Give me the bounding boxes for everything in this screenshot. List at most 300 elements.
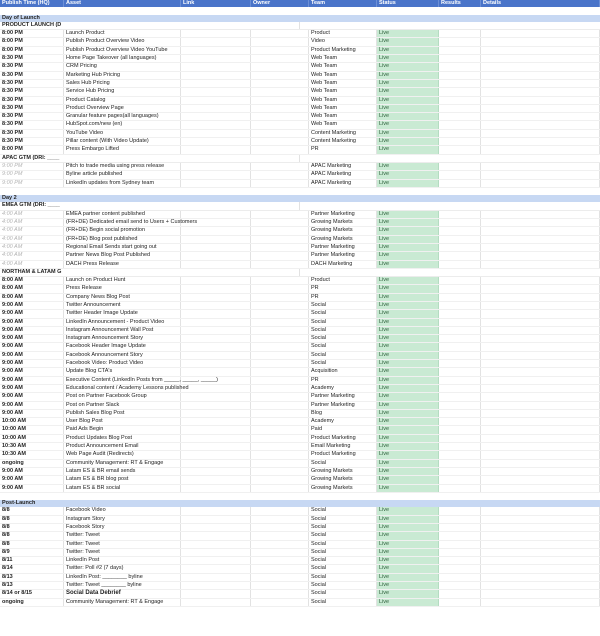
details-cell[interactable] (481, 574, 600, 581)
owner-cell[interactable] (251, 236, 309, 243)
asset-cell[interactable]: EMEA partner content published (64, 211, 181, 218)
owner-cell[interactable] (251, 327, 309, 334)
asset-cell[interactable]: Publish Sales Blog Post (64, 410, 181, 417)
results-cell[interactable] (439, 565, 481, 572)
status-cell[interactable]: Live (377, 261, 439, 268)
details-cell[interactable] (481, 524, 600, 531)
asset-cell[interactable]: LinkedIn Post: ________ byline (64, 574, 181, 581)
link-cell[interactable] (181, 524, 251, 531)
team-cell[interactable]: Social (309, 352, 377, 359)
team-cell[interactable]: Email Marketing (309, 443, 377, 450)
publish-time-cell[interactable]: 8:30 PM (0, 121, 64, 128)
publish-time-cell[interactable]: 8:30 PM (0, 138, 64, 145)
publish-time-cell[interactable]: ongoing (0, 599, 64, 606)
publish-time-cell[interactable]: 10:00 AM (0, 435, 64, 442)
link-cell[interactable] (181, 80, 251, 87)
link-cell[interactable] (181, 252, 251, 259)
results-cell[interactable] (439, 418, 481, 425)
publish-time-cell[interactable]: ongoing (0, 460, 64, 467)
asset-cell[interactable]: Home Page Takeover (all languages) (64, 55, 181, 62)
team-cell[interactable]: Web Team (309, 55, 377, 62)
asset-cell[interactable]: Facebook Announcement Story (64, 352, 181, 359)
link-cell[interactable] (181, 565, 251, 572)
results-cell[interactable] (439, 468, 481, 475)
results-cell[interactable] (439, 319, 481, 326)
day-section-label[interactable]: Day 2 (2, 195, 17, 202)
owner-cell[interactable] (251, 88, 309, 95)
results-cell[interactable] (439, 244, 481, 251)
publish-time-cell[interactable]: 8/8 (0, 532, 64, 539)
status-cell[interactable]: Live (377, 146, 439, 153)
column-header-publish-time[interactable]: Publish Time (HQ) (0, 0, 64, 7)
publish-time-cell[interactable]: 8:00 AM (0, 285, 64, 292)
link-cell[interactable] (181, 105, 251, 112)
results-cell[interactable] (439, 599, 481, 606)
team-cell[interactable]: Social (309, 574, 377, 581)
status-cell[interactable]: Live (377, 236, 439, 243)
owner-cell[interactable] (251, 252, 309, 259)
results-cell[interactable] (439, 393, 481, 400)
owner-cell[interactable] (251, 476, 309, 483)
status-cell[interactable]: Live (377, 582, 439, 589)
publish-time-cell[interactable]: 8:30 PM (0, 80, 64, 87)
details-cell[interactable] (481, 97, 600, 104)
details-cell[interactable] (481, 590, 600, 597)
publish-time-cell[interactable]: 9:00 AM (0, 310, 64, 317)
status-cell[interactable]: Live (377, 485, 439, 492)
status-cell[interactable]: Live (377, 368, 439, 375)
asset-cell[interactable]: Executive Content (LinkedIn Posts from _____, _____, _____) (66, 376, 218, 383)
link-cell[interactable] (181, 368, 251, 375)
team-cell[interactable]: Growing Markets (309, 468, 377, 475)
team-cell[interactable]: Social (309, 524, 377, 531)
publish-time-cell[interactable]: 9:00 AM (0, 410, 64, 417)
status-cell[interactable]: Live (377, 219, 439, 226)
link-cell[interactable] (181, 236, 251, 243)
team-cell[interactable]: APAC Marketing (309, 163, 377, 170)
publish-time-cell[interactable]: 9:00 AM (0, 360, 64, 367)
asset-cell[interactable]: LinkedIn Post (64, 557, 181, 564)
details-cell[interactable] (481, 211, 600, 218)
team-cell[interactable]: Product (309, 30, 377, 37)
team-cell[interactable]: Social (309, 460, 377, 467)
status-cell[interactable]: Live (377, 121, 439, 128)
group-header-label[interactable]: EMEA GTM (DRI: ____ (0, 202, 300, 209)
column-header-details[interactable]: Details (481, 0, 600, 7)
asset-cell[interactable]: Marketing Hub Pricing (64, 72, 181, 79)
status-cell[interactable]: Live (377, 402, 439, 409)
details-cell[interactable] (481, 368, 600, 375)
details-cell[interactable] (481, 219, 600, 226)
publish-time-cell[interactable]: 9:00 AM (0, 385, 64, 392)
details-cell[interactable] (481, 532, 600, 539)
link-cell[interactable] (181, 47, 251, 54)
publish-time-cell[interactable]: 9:00 AM (0, 343, 64, 350)
owner-cell[interactable] (251, 443, 309, 450)
link-cell[interactable] (181, 72, 251, 79)
owner-cell[interactable] (251, 30, 309, 37)
status-cell[interactable]: Live (377, 72, 439, 79)
owner-cell[interactable] (251, 393, 309, 400)
team-cell[interactable]: Social (309, 302, 377, 309)
team-cell[interactable]: Partner Marketing (309, 252, 377, 259)
link-cell[interactable] (181, 451, 251, 458)
asset-cell[interactable]: Publish Product Overview Video YouTube (64, 47, 181, 54)
status-cell[interactable]: Live (377, 476, 439, 483)
owner-cell[interactable] (251, 574, 309, 581)
team-cell[interactable]: Web Team (309, 63, 377, 70)
team-cell[interactable]: Social (309, 565, 377, 572)
status-cell[interactable]: Live (377, 524, 439, 531)
owner-cell[interactable] (251, 435, 309, 442)
status-cell[interactable]: Live (377, 302, 439, 309)
link-cell[interactable] (181, 146, 251, 153)
results-cell[interactable] (439, 261, 481, 268)
details-cell[interactable] (481, 130, 600, 137)
publish-time-cell[interactable]: 4:00 AM (0, 252, 64, 259)
status-cell[interactable]: Live (377, 63, 439, 70)
status-cell[interactable]: Live (377, 393, 439, 400)
publish-time-cell[interactable]: 8:30 PM (0, 105, 64, 112)
owner-cell[interactable] (251, 541, 309, 548)
publish-time-cell[interactable]: 8:30 PM (0, 113, 64, 120)
link-cell[interactable] (181, 319, 251, 326)
publish-time-cell[interactable]: 9:00 PM (0, 171, 64, 178)
team-cell[interactable]: Social (309, 599, 377, 606)
team-cell[interactable]: Social (309, 590, 377, 597)
team-cell[interactable]: Partner Marketing (309, 402, 377, 409)
results-cell[interactable] (439, 310, 481, 317)
team-cell[interactable]: Content Marketing (309, 130, 377, 137)
link-cell[interactable] (181, 38, 251, 45)
owner-cell[interactable] (251, 368, 309, 375)
details-cell[interactable] (481, 393, 600, 400)
link-cell[interactable] (181, 63, 251, 70)
status-cell[interactable]: Live (377, 105, 439, 112)
owner-cell[interactable] (251, 302, 309, 309)
team-cell[interactable]: Web Team (309, 80, 377, 87)
details-cell[interactable] (481, 163, 600, 170)
team-cell[interactable]: Social (309, 319, 377, 326)
status-cell[interactable]: Live (377, 227, 439, 234)
asset-cell[interactable]: Granular feature pages(all languages) (64, 113, 181, 120)
owner-cell[interactable] (251, 565, 309, 572)
publish-time-cell[interactable]: 8:30 PM (0, 130, 64, 137)
details-cell[interactable] (481, 180, 600, 187)
team-cell[interactable]: Social (309, 310, 377, 317)
publish-time-cell[interactable]: 9:00 AM (0, 368, 64, 375)
status-cell[interactable]: Live (377, 599, 439, 606)
details-cell[interactable] (481, 451, 600, 458)
team-cell[interactable]: Partner Marketing (309, 393, 377, 400)
owner-cell[interactable] (251, 549, 309, 556)
link-cell[interactable] (181, 227, 251, 234)
asset-cell[interactable]: Twitter: Poll #2 (7 days) (64, 565, 181, 572)
asset-cell[interactable]: Press Release (64, 285, 181, 292)
column-header-link[interactable]: Link (181, 0, 251, 7)
owner-cell[interactable] (251, 418, 309, 425)
results-cell[interactable] (439, 360, 481, 367)
publish-time-cell[interactable]: 10:00 AM (0, 426, 64, 433)
results-cell[interactable] (439, 277, 481, 284)
owner-cell[interactable] (251, 63, 309, 70)
asset-cell[interactable]: Twitter Announcement (64, 302, 181, 309)
results-cell[interactable] (439, 402, 481, 409)
team-cell[interactable]: DACH Marketing (309, 261, 377, 268)
status-cell[interactable]: Live (377, 55, 439, 62)
results-cell[interactable] (439, 507, 481, 514)
results-cell[interactable] (439, 146, 481, 153)
group-header-label[interactable]: APAC GTM (DRI: ____ (0, 155, 300, 162)
details-cell[interactable] (481, 507, 600, 514)
results-cell[interactable] (439, 385, 481, 392)
team-cell[interactable]: Web Team (309, 72, 377, 79)
column-header-team[interactable]: Team (309, 0, 377, 7)
link-cell[interactable] (181, 360, 251, 367)
team-cell[interactable]: Web Team (309, 105, 377, 112)
asset-cell[interactable]: Regional Email Sends start going out (64, 244, 181, 251)
link-cell[interactable] (181, 294, 251, 301)
owner-cell[interactable] (251, 360, 309, 367)
results-cell[interactable] (439, 55, 481, 62)
details-cell[interactable] (481, 360, 600, 367)
asset-cell[interactable]: Social Data Debrief (64, 590, 181, 597)
owner-cell[interactable] (251, 113, 309, 120)
team-cell[interactable]: Social (309, 343, 377, 350)
status-cell[interactable]: Live (377, 418, 439, 425)
owner-cell[interactable] (251, 524, 309, 531)
publish-time-cell[interactable]: 4:00 AM (0, 261, 64, 268)
asset-cell[interactable]: Twitter: Tweet (64, 549, 181, 556)
link-cell[interactable] (181, 302, 251, 309)
status-cell[interactable]: Live (377, 360, 439, 367)
details-cell[interactable] (481, 468, 600, 475)
owner-cell[interactable] (251, 557, 309, 564)
link-cell[interactable] (181, 180, 251, 187)
results-cell[interactable] (439, 227, 481, 234)
owner-cell[interactable] (251, 211, 309, 218)
asset-cell[interactable]: Press Embargo Lifted (64, 146, 181, 153)
publish-time-cell[interactable]: 9:00 AM (0, 327, 64, 334)
publish-time-cell[interactable]: 8/8 (0, 516, 64, 523)
asset-cell[interactable]: Pitch to trade media using press release (64, 163, 181, 170)
team-cell[interactable]: PR (309, 146, 377, 153)
link-cell[interactable] (181, 426, 251, 433)
link-cell[interactable] (181, 327, 251, 334)
publish-time-cell[interactable]: 9:00 PM (0, 163, 64, 170)
details-cell[interactable] (481, 460, 600, 467)
results-cell[interactable] (439, 460, 481, 467)
owner-cell[interactable] (251, 47, 309, 54)
asset-cell[interactable]: Launch on Product Hunt (64, 277, 181, 284)
publish-time-cell[interactable]: 8:00 AM (0, 277, 64, 284)
owner-cell[interactable] (251, 285, 309, 292)
results-cell[interactable] (439, 590, 481, 597)
status-cell[interactable]: Live (377, 435, 439, 442)
owner-cell[interactable] (251, 335, 309, 342)
status-cell[interactable]: Live (377, 88, 439, 95)
results-cell[interactable] (439, 63, 481, 70)
link-cell[interactable] (181, 485, 251, 492)
owner-cell[interactable] (251, 219, 309, 226)
asset-cell[interactable]: Facebook Header Image Update (64, 343, 181, 350)
results-cell[interactable] (439, 451, 481, 458)
owner-cell[interactable] (251, 55, 309, 62)
status-cell[interactable]: Live (377, 211, 439, 218)
publish-time-cell[interactable]: 8:00 AM (0, 294, 64, 301)
status-cell[interactable]: Live (377, 516, 439, 523)
link-cell[interactable] (181, 402, 251, 409)
team-cell[interactable]: Growing Markets (309, 236, 377, 243)
asset-cell[interactable]: HubSpot.com/new (en) (64, 121, 181, 128)
asset-cell[interactable]: Company News Blog Post (64, 294, 181, 301)
publish-time-cell[interactable]: 4:00 AM (0, 236, 64, 243)
publish-time-cell[interactable]: 8:30 PM (0, 63, 64, 70)
team-cell[interactable]: Acquisition (309, 368, 377, 375)
asset-cell[interactable]: Educational content / Academy Lessons published (66, 384, 189, 391)
status-cell[interactable]: Live (377, 352, 439, 359)
results-cell[interactable] (439, 219, 481, 226)
details-cell[interactable] (481, 80, 600, 87)
link-cell[interactable] (181, 163, 251, 170)
asset-cell[interactable]: Product Updates Blog Post (64, 435, 181, 442)
link-cell[interactable] (181, 599, 251, 606)
results-cell[interactable] (439, 252, 481, 259)
asset-cell[interactable]: Publish Product Overview Video (64, 38, 181, 45)
details-cell[interactable] (481, 244, 600, 251)
details-cell[interactable] (481, 335, 600, 342)
status-cell[interactable]: Live (377, 468, 439, 475)
status-cell[interactable]: Live (377, 163, 439, 170)
team-cell[interactable]: Web Team (309, 121, 377, 128)
asset-cell[interactable]: Latam ES & BR social (64, 485, 181, 492)
publish-time-cell[interactable]: 8:00 PM (0, 47, 64, 54)
owner-cell[interactable] (251, 97, 309, 104)
details-cell[interactable] (481, 38, 600, 45)
details-cell[interactable] (481, 47, 600, 54)
results-cell[interactable] (439, 443, 481, 450)
asset-cell[interactable]: Service Hub Pricing (64, 88, 181, 95)
results-cell[interactable] (439, 138, 481, 145)
details-cell[interactable] (481, 485, 600, 492)
results-cell[interactable] (439, 211, 481, 218)
asset-cell[interactable]: Update Blog CTA's (64, 368, 181, 375)
team-cell[interactable]: Social (309, 335, 377, 342)
team-cell[interactable]: Product Marketing (309, 451, 377, 458)
column-header-status[interactable]: Status (377, 0, 439, 7)
publish-time-cell[interactable]: 8/14 or 8/15 (0, 590, 64, 597)
owner-cell[interactable] (251, 385, 309, 392)
owner-cell[interactable] (251, 468, 309, 475)
details-cell[interactable] (481, 443, 600, 450)
results-cell[interactable] (439, 47, 481, 54)
details-cell[interactable] (481, 435, 600, 442)
status-cell[interactable]: Live (377, 426, 439, 433)
link-cell[interactable] (181, 352, 251, 359)
owner-cell[interactable] (251, 310, 309, 317)
team-cell[interactable]: PR (309, 294, 377, 301)
details-cell[interactable] (481, 385, 600, 392)
owner-cell[interactable] (251, 72, 309, 79)
team-cell[interactable]: Growing Markets (309, 485, 377, 492)
status-cell[interactable]: Live (377, 113, 439, 120)
link-cell[interactable] (181, 97, 251, 104)
publish-time-cell[interactable]: 8/14 (0, 565, 64, 572)
team-cell[interactable]: Content Marketing (309, 138, 377, 145)
owner-cell[interactable] (251, 180, 309, 187)
owner-cell[interactable] (251, 485, 309, 492)
team-cell[interactable]: Social (309, 360, 377, 367)
publish-time-cell[interactable]: 8/9 (0, 549, 64, 556)
asset-cell[interactable]: Pillar content (With Video Update) (64, 138, 181, 145)
status-cell[interactable]: Live (377, 335, 439, 342)
owner-cell[interactable] (251, 451, 309, 458)
details-cell[interactable] (481, 327, 600, 334)
owner-cell[interactable] (251, 599, 309, 606)
team-cell[interactable]: Partner Marketing (309, 211, 377, 218)
link-cell[interactable] (181, 468, 251, 475)
status-cell[interactable]: Live (377, 410, 439, 417)
team-cell[interactable]: Social (309, 532, 377, 539)
link-cell[interactable] (181, 55, 251, 62)
details-cell[interactable] (481, 113, 600, 120)
team-cell[interactable]: Product Marketing (309, 47, 377, 54)
results-cell[interactable] (439, 121, 481, 128)
details-cell[interactable] (481, 410, 600, 417)
status-cell[interactable]: Live (377, 252, 439, 259)
team-cell[interactable]: Partner Marketing (309, 244, 377, 251)
owner-cell[interactable] (251, 38, 309, 45)
details-cell[interactable] (481, 549, 600, 556)
day-section-label[interactable]: Day of Launch (2, 14, 40, 21)
status-cell[interactable]: Live (377, 244, 439, 251)
link-cell[interactable] (181, 516, 251, 523)
link-cell[interactable] (181, 410, 251, 417)
owner-cell[interactable] (251, 507, 309, 514)
publish-time-cell[interactable]: 4:00 AM (0, 211, 64, 218)
asset-cell[interactable]: Community Management: RT & Engage (64, 599, 181, 606)
owner-cell[interactable] (251, 163, 309, 170)
results-cell[interactable] (439, 97, 481, 104)
team-cell[interactable]: Social (309, 516, 377, 523)
publish-time-cell[interactable]: 9:00 AM (0, 335, 64, 342)
asset-cell[interactable]: Facebook Video: Product Video (64, 360, 181, 367)
team-cell[interactable]: Product (309, 277, 377, 284)
status-cell[interactable]: Live (377, 565, 439, 572)
link-cell[interactable] (181, 476, 251, 483)
owner-cell[interactable] (251, 319, 309, 326)
asset-cell[interactable]: (FR+DE) Blog post published (64, 236, 181, 243)
link-cell[interactable] (181, 30, 251, 37)
details-cell[interactable] (481, 476, 600, 483)
owner-cell[interactable] (251, 121, 309, 128)
details-cell[interactable] (481, 146, 600, 153)
results-cell[interactable] (439, 171, 481, 178)
details-cell[interactable] (481, 426, 600, 433)
owner-cell[interactable] (251, 227, 309, 234)
link-cell[interactable] (181, 88, 251, 95)
results-cell[interactable] (439, 38, 481, 45)
details-cell[interactable] (481, 599, 600, 606)
publish-time-cell[interactable]: 10:30 AM (0, 451, 64, 458)
details-cell[interactable] (481, 352, 600, 359)
status-cell[interactable]: Live (377, 532, 439, 539)
results-cell[interactable] (439, 352, 481, 359)
publish-time-cell[interactable]: 8/8 (0, 541, 64, 548)
publish-time-cell[interactable]: 9:00 AM (0, 393, 64, 400)
results-cell[interactable] (439, 485, 481, 492)
column-header-results[interactable]: Results (439, 0, 481, 7)
